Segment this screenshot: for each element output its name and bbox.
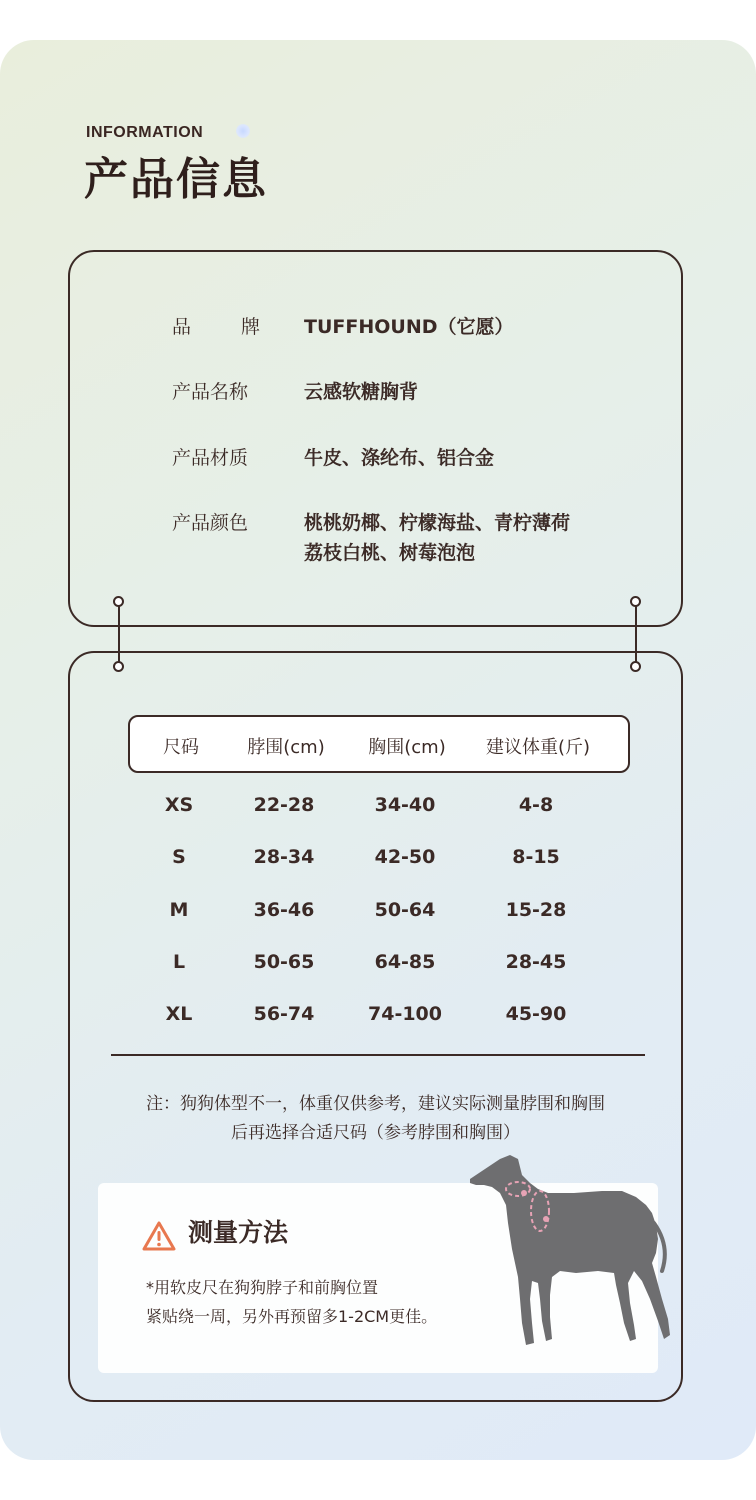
connector-dot-right-top <box>630 596 641 607</box>
section-title: 产品信息 <box>84 154 268 205</box>
info-label-material: 产品材质 <box>172 447 249 469</box>
size-table-header <box>128 715 630 773</box>
table-row: M 36-46 50-64 15-28 <box>169 899 567 921</box>
note-line-1: 注：狗狗体型不一，体重仅供参考，建议实际测量脖围和胸围 <box>146 1094 605 1114</box>
note-line-2: 后再选择合适尺码（参考脖围和胸围） <box>231 1123 520 1143</box>
table-divider <box>111 1054 645 1056</box>
size-chart-box <box>68 651 683 1402</box>
product-info-box <box>68 250 683 627</box>
decorative-glow-dot <box>236 124 250 138</box>
info-value-name: 云感软糖胸背 <box>304 381 419 403</box>
table-row: S 28-34 42-50 8-15 <box>172 846 560 868</box>
header-weight: 建议体重(斤) <box>485 737 591 758</box>
connector-dot-left-top <box>113 596 124 607</box>
table-row: XS 22-28 34-40 4-8 <box>164 794 554 816</box>
table-row: XL 56-74 74-100 45-90 <box>165 1003 567 1025</box>
table-row: L 50-65 64-85 28-45 <box>172 951 567 973</box>
header-size: 尺码 <box>163 737 199 758</box>
info-label-name: 产品名称 <box>172 381 249 403</box>
section-title-english: INFORMATION <box>86 124 204 141</box>
info-value-brand: TUFFHOUND（它愿） <box>304 316 514 338</box>
info-value-material: 牛皮、涤纶布、铝合金 <box>304 447 495 469</box>
info-label-color: 产品颜色 <box>172 512 249 534</box>
measure-title: 测量方法 <box>188 1218 289 1247</box>
info-value-color-line-2: 荔枝白桃、树莓泡泡 <box>304 542 476 564</box>
info-label-brand: 品 牌 <box>172 316 260 338</box>
header-chest: 胸围(cm) <box>368 737 446 758</box>
info-value-color-line-1: 桃桃奶椰、柠檬海盐、青柠薄荷 <box>304 512 571 534</box>
header-neck: 脖围(cm) <box>247 737 325 758</box>
warning-triangle-icon <box>142 1221 176 1251</box>
dog-silhouette-illustration <box>466 1153 678 1353</box>
measure-text-line-1: *用软皮尺在狗狗脖子和前胸位置 <box>146 1278 379 1297</box>
measure-text-line-2: 紧贴绕一周，另外再预留多1-2CM更佳。 <box>146 1307 438 1326</box>
